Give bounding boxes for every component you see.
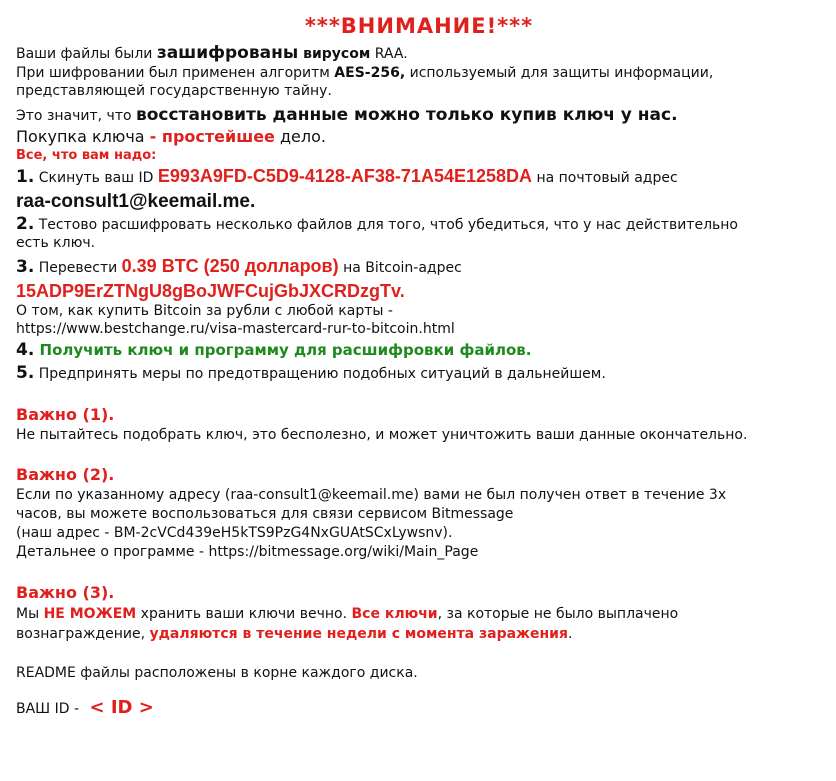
important-3-text: , за которые не было выплачено	[437, 606, 679, 622]
contact-email: raa-consult1@keemail.me.	[16, 191, 256, 212]
step-4	[16, 338, 822, 363]
important-3-emphasis: удаляются в течение недели с момента заражения	[149, 626, 568, 642]
intro-line-4	[16, 104, 822, 127]
important-3-text: Мы	[16, 606, 44, 622]
step-text: Перевести	[34, 260, 122, 276]
step-5	[16, 363, 822, 384]
step-number: 1.	[16, 167, 35, 187]
intro-text: При шифровании был применен алгоритм	[16, 65, 335, 81]
intro-text: .	[671, 105, 678, 125]
step-3-note: О том, как купить Bitcoin за рубли с любой карты -	[16, 303, 393, 319]
step-1	[16, 165, 822, 189]
important-2-line: часов, вы можете воспользоваться для связи сервисом Bitmessage	[16, 506, 514, 522]
intro-text: RAA.	[370, 46, 408, 62]
intro-text: Покупка ключа	[16, 127, 150, 146]
intro-line-3: представляющей государственную тайну.	[16, 83, 332, 99]
step-text: Скинуть ваш ID	[34, 170, 158, 186]
important-3-emphasis: Все ключи	[351, 606, 438, 622]
important-2-line: Если по указанному адресу (raa-consult1@keemail.me) вами не был получен ответ в течение 3х	[16, 487, 727, 503]
step-text: Предпринять меры по предотвращению подобных ситуаций в дальнейшем.	[34, 366, 606, 382]
important-2-line: (наш адрес - BM-2cVCd439eH5kTS9PzG4NxGUAtSCxLywsnv).	[16, 525, 453, 541]
step-number: 3.	[16, 257, 35, 277]
step-text: Получить ключ и программу для расшифровки файлов.	[34, 341, 532, 359]
intro-text: дело.	[274, 127, 326, 146]
important-3-line-1	[16, 604, 822, 624]
your-id-value: < ID >	[89, 697, 154, 718]
step-text: на Bitcoin-адрес	[338, 260, 462, 276]
important-3-text: вознаграждение,	[16, 626, 150, 642]
ransom-note	[16, 10, 822, 721]
exchange-url: https://www.bestchange.ru/visa-mastercard-rur-to-bitcoin.html	[16, 321, 455, 337]
intro-text: Это значит, что	[16, 108, 136, 124]
important-1-heading: Важно (1).	[16, 405, 115, 424]
step-number: 5.	[16, 363, 35, 383]
intro-emphasis: восстановить данные можно только купив ключ у нас	[136, 105, 672, 125]
intro-text: используемый для защиты информации,	[405, 65, 714, 81]
intro-text: Ваши файлы были	[16, 46, 157, 62]
step-number: 2.	[16, 214, 35, 234]
important-3-text: .	[567, 626, 573, 642]
important-3-heading: Важно (3).	[16, 583, 115, 602]
intro-emphasis: зашифрованы	[156, 43, 299, 63]
readme-note: README файлы расположены в корне каждого диска.	[16, 665, 418, 681]
important-2-heading: Важно (2).	[16, 465, 115, 484]
ransom-amount: 0.39 BTC (250 долларов)	[121, 256, 339, 276]
important-2-line: Детальнее о программе - https://bitmessage.org/wiki/Main_Page	[16, 544, 479, 560]
step-3	[16, 254, 822, 280]
step-text: Тестово расшифровать несколько файлов для того, чтоб убедиться, что у нас действительно	[34, 217, 738, 233]
intro-line-1	[16, 42, 822, 64]
intro-emphasis: - простейшее	[149, 127, 275, 146]
algorithm-name: AES-256,	[334, 65, 406, 81]
intro-line-5	[16, 127, 822, 147]
step-text: на почтовый адрес	[532, 170, 678, 186]
important-1-text: Не пытайтесь подобрать ключ, это бесполезно, и может уничтожить ваши данные окончательно.	[16, 427, 748, 443]
important-3-text: хранить ваши ключи вечно.	[136, 606, 352, 622]
your-id-label: ВАШ ID -	[16, 701, 84, 717]
intro-line-2	[16, 64, 822, 82]
important-3-emphasis: НЕ МОЖЕМ	[43, 606, 137, 622]
step-2-continued: есть ключ.	[16, 235, 96, 251]
bitcoin-address: 15ADP9ErZTNgU8gBoJWFCujGbJXCRDzgTv.	[16, 281, 405, 301]
your-id-line	[16, 696, 822, 721]
steps-header: Все, что вам надо:	[16, 148, 157, 163]
step-2	[16, 215, 822, 234]
victim-id: E993A9FD-C5D9-4128-AF38-71A54E1258DA	[157, 166, 533, 186]
intro-emphasis: вирусом	[298, 46, 371, 62]
important-3-line-2	[16, 624, 822, 644]
step-number: 4.	[16, 340, 35, 360]
page-title: ***ВНИМАНИЕ!***	[304, 14, 534, 38]
